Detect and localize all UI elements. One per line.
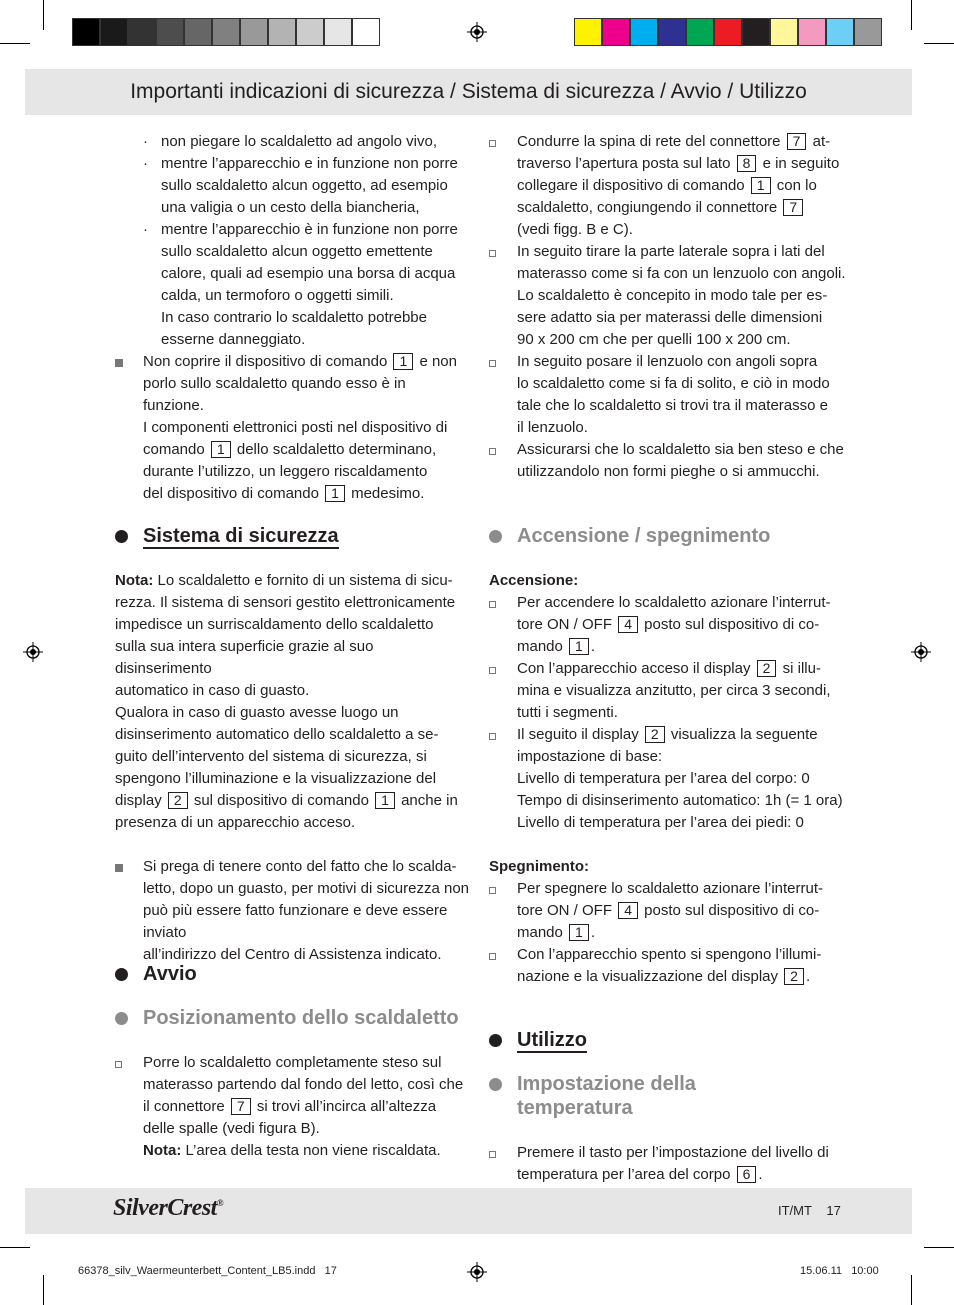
crop-mark: [0, 1247, 30, 1248]
section-heading: Accensione / spegnimento: [489, 524, 849, 548]
sub-label: Accensione:: [489, 572, 579, 589]
slug-line: 66378_silv_Waermeunterbett_Content_LB5.indd 17: [78, 1265, 337, 1277]
list-item: Con l’apparecchio acceso il display 2 si illu- mina e visualizza anzitutto, per circa 3 secondi, tutti i segmenti.: [489, 658, 849, 724]
swatch: [714, 18, 742, 46]
sub-label: Spegnimento:: [489, 858, 589, 875]
paragraph: Nota: Lo scaldaletto e fornito di un sistema di sicu- rezza. Il sistema di sensori gestito elettronicamente impedisce un surriscaldamento dello scaldaletto sulla sua intera superficie grazie al suo disinserimento automatico in caso di guasto. Qualora in caso di guasto avesse luogo un disinserimento automatico dello scaldaletto a se- guito dell’intervento del sistema di sicurezza, si spengono l’illuminazione e la visualizzazione del display 2 sul dispositivo di comando 1 anche in presenza di un apparecchio acceso.: [115, 572, 458, 831]
crop-mark: [43, 1275, 44, 1305]
key-badge: 2: [168, 792, 188, 809]
section-heading: Sistema di sicurezza: [115, 524, 470, 548]
key-badge: 1: [325, 485, 345, 502]
section-heading: Avvio: [115, 962, 475, 986]
crop-mark: [911, 1275, 912, 1305]
swatch: [352, 18, 380, 46]
left-column-sicurezza: [115, 524, 470, 966]
swatch: [128, 18, 156, 46]
swatch: [324, 18, 352, 46]
key-badge: 4: [618, 902, 638, 919]
key-badge: 4: [618, 616, 638, 633]
page-title: Importanti indicazioni di sicurezza / Sistema di sicurezza / Avvio / Utilizzo: [130, 80, 807, 103]
list-item: · mentre l’apparecchio è in funzione non porre sullo scaldaletto alcun oggetto emettente calore, quali ad esempio una borsa di acqua calda, un termoforo o oggetti simili. In caso contrario lo scaldaletto potrebbe esserne danneggiato.: [115, 219, 470, 351]
section-heading: Utilizzo: [489, 1028, 849, 1052]
swatch: [184, 18, 212, 46]
list-item: Per accendere lo scaldaletto azionare l’interrut- tore ON / OFF 4 posto sul dispositivo di co- mando 1 .: [489, 592, 849, 658]
swatch: [686, 18, 714, 46]
swatch: [156, 18, 184, 46]
swatch: [630, 18, 658, 46]
list-item: In seguito posare il lenzuolo con angoli sopra lo scaldaletto come si fa di solito, e ciò in modo tale che lo scaldaletto si trovi tra il materasso e il lenzuolo.: [489, 351, 849, 439]
crop-mark: [0, 43, 30, 44]
list-item: Premere il tasto per l’impostazione del livello di temperatura per l’area del corpo 6 .: [489, 1142, 849, 1186]
swatch: [798, 18, 826, 46]
swatch: [268, 18, 296, 46]
left-column-avvio: [115, 962, 475, 1162]
registration-mark-icon: [911, 642, 931, 662]
key-badge: 1: [751, 177, 771, 194]
key-badge: 1: [569, 638, 589, 655]
crop-mark: [911, 0, 912, 30]
registration-mark-icon: [467, 22, 487, 42]
swatch: [826, 18, 854, 46]
page-footer-label: IT/MT 17: [778, 1203, 841, 1218]
swatch: [854, 18, 882, 46]
key-badge: 6: [737, 1166, 757, 1183]
right-column-accensione: [489, 524, 849, 988]
list-item: Porre lo scaldaletto completamente steso sul materasso partendo dal fondo del letto, così che il connettore 7 si trovi all’incirca all’altezza delle spalle (vedi figura B). Nota: L’area della testa non viene riscaldata.: [115, 1052, 475, 1162]
swatch: [296, 18, 324, 46]
key-badge: 7: [783, 199, 803, 216]
swatch: [574, 18, 602, 46]
crop-mark: [924, 1247, 954, 1248]
right-column: [489, 131, 849, 483]
right-column-utilizzo: [489, 1028, 849, 1186]
key-badge: 2: [757, 660, 777, 677]
list-item: In seguito tirare la parte laterale sopra i lati del materasso come si fa con un lenzuolo con angoli. Lo scaldaletto è concepito in modo tale per es- sere adatto sia per materassi delle dimensioni 90 x 200 cm che per quelli 100 x 200 cm.: [489, 241, 849, 351]
list-item: Non coprire il dispositivo di comando 1 e non porlo sullo scaldaletto quando esso è in funzione. I componenti elettronici posti nel dispositivo di comando 1 dello scaldaletto determinano, durante l’utilizzo, un leggero riscaldamento del dispositivo di comando 1 medesimo.: [115, 351, 470, 505]
swatch: [602, 18, 630, 46]
list-item: Per spegnere lo scaldaletto azionare l’interrut- tore ON / OFF 4 posto sul dispositivo di co- mando 1 .: [489, 878, 849, 944]
list-item: Condurre la spina di rete del connettore 7 at- traverso l’apertura posta sul lato 8 e in seguito collegare il dispositivo di comando 1 con lo scaldaletto, congiungendo il connettore 7 (vedi figg. B e C).: [489, 131, 849, 241]
swatch: [72, 18, 100, 46]
page-number: 17: [826, 1203, 841, 1218]
registration-mark-icon: [23, 642, 43, 662]
subsection-heading: Posizionamento dello scaldaletto: [115, 1006, 475, 1030]
key-badge: 7: [231, 1098, 251, 1115]
swatch: [100, 18, 128, 46]
key-badge: 1: [569, 924, 589, 941]
brand-logo: SilverCrest®: [113, 1195, 224, 1221]
list-item: Con l’apparecchio spento si spengono l’illumi- nazione e la visualizzazione del display 2 .: [489, 944, 849, 988]
key-badge: 1: [211, 441, 231, 458]
crop-mark: [43, 0, 44, 30]
swatch: [742, 18, 770, 46]
list-item: Si prega di tenere conto del fatto che lo scalda- letto, dopo un guasto, per motivi di sicurezza non può più essere fatto funzionare e deve essere inviato all’indirizzo del Centro di Assistenza indicato.: [115, 856, 470, 966]
registration-mark-icon: [467, 1262, 487, 1282]
subsection-heading: Impostazione della temperatura: [489, 1072, 849, 1120]
key-badge: 8: [737, 155, 757, 172]
list-item: Assicurarsi che lo scaldaletto sia ben steso e che utilizzandolo non formi pieghe o si ammucchi.: [489, 439, 849, 483]
slug-date: 15.06.11 10:00: [800, 1265, 879, 1277]
swatch: [658, 18, 686, 46]
crop-mark: [924, 43, 954, 44]
list-item: · mentre l’apparecchio e in funzione non porre sullo scaldaletto alcun oggetto, ad esempio una valigia o un cesto della biancheria,: [115, 153, 470, 219]
left-column: [115, 131, 470, 505]
key-badge: 2: [645, 726, 665, 743]
swatch: [770, 18, 798, 46]
key-badge: 2: [784, 968, 804, 985]
key-badge: 1: [375, 792, 395, 809]
key-badge: 1: [393, 353, 413, 370]
list-item: Il seguito il display 2 visualizza la seguente impostazione di base: Livello di temperatura per l’area del corpo: 0 Tempo di disinserimento automatico: 1h (= 1 ora) Livello di temperatura per l’area dei piedi: 0: [489, 724, 849, 834]
swatch: [240, 18, 268, 46]
list-item: · non piegare lo scaldaletto ad angolo vivo,: [115, 131, 470, 153]
key-badge: 7: [787, 133, 807, 150]
swatch: [212, 18, 240, 46]
